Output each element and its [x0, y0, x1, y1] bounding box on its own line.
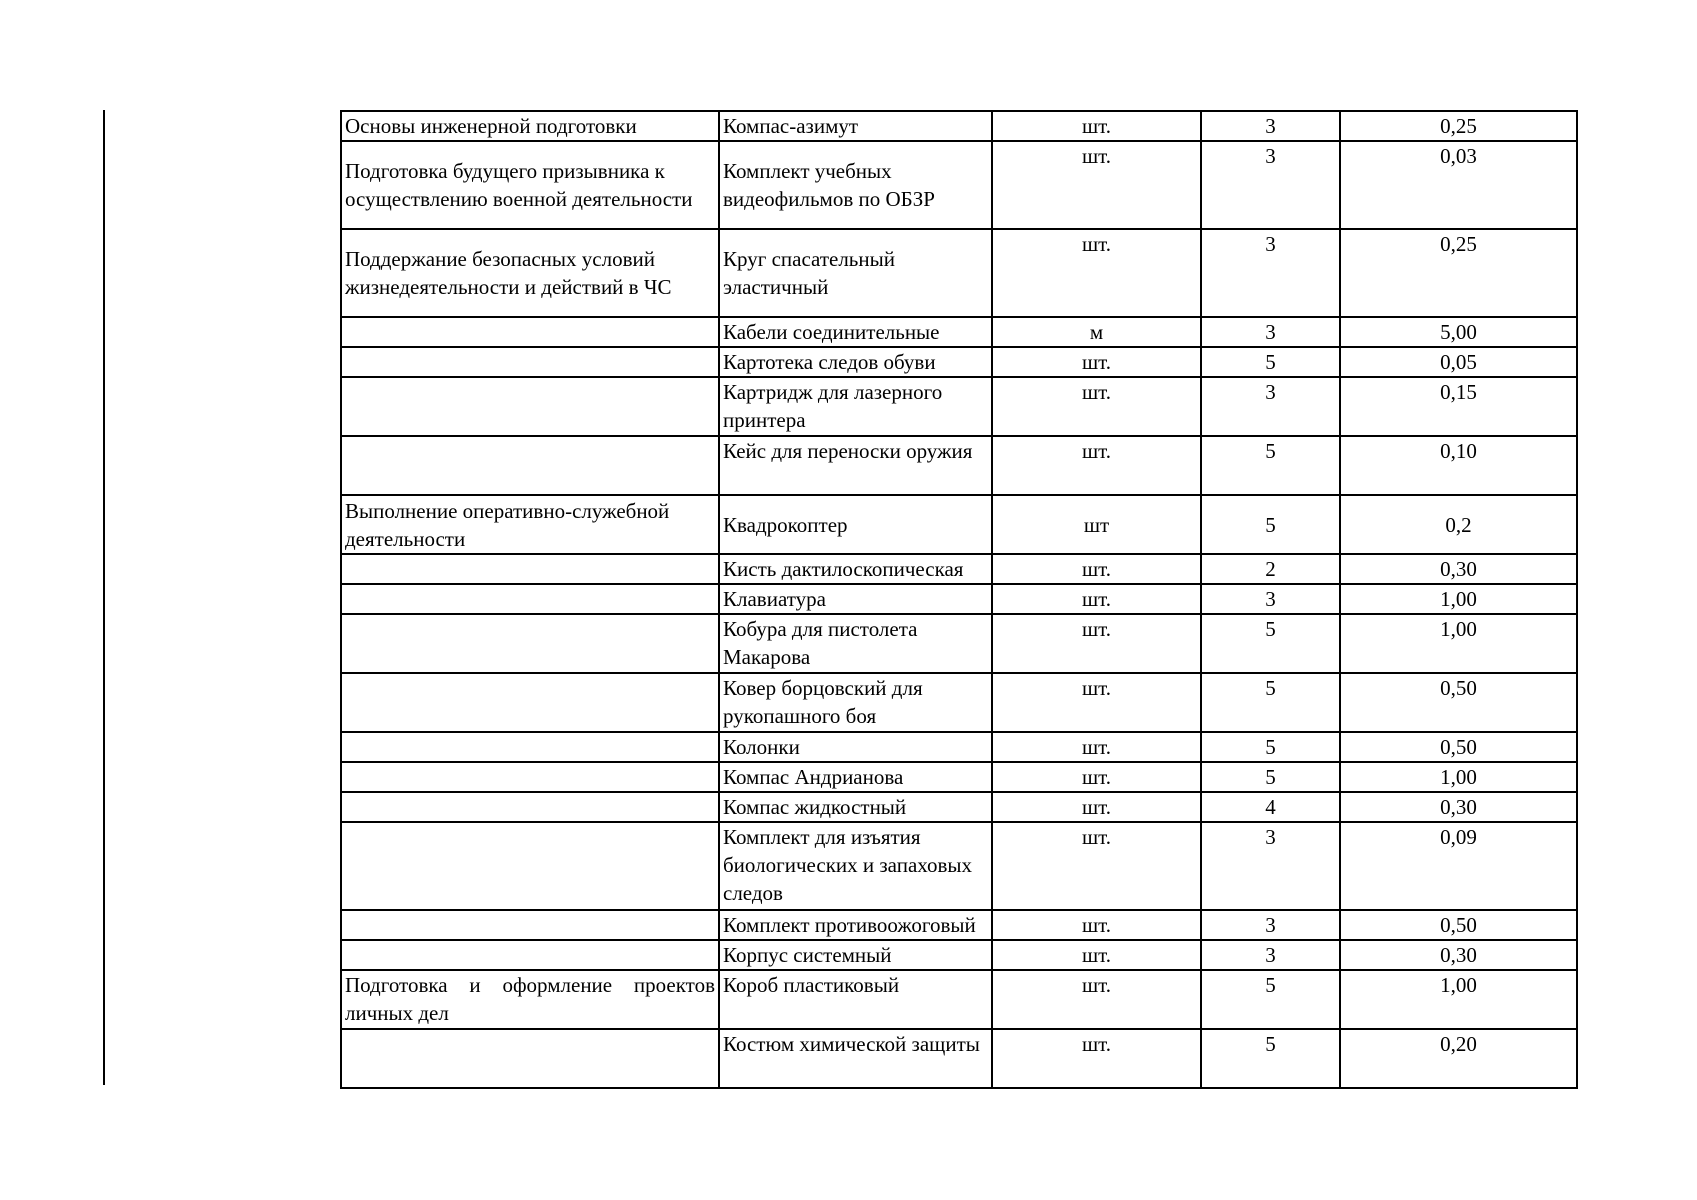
years-cell: 5: [1201, 347, 1340, 377]
years-cell: 5: [1201, 614, 1340, 673]
item-cell: Костюм химической защиты: [719, 1029, 992, 1088]
unit-cell: шт.: [992, 141, 1201, 229]
quantity-cell: 0,25: [1340, 229, 1577, 317]
inventory-table: [340, 110, 1578, 1089]
unit-cell: шт.: [992, 822, 1201, 910]
item-cell: Колонки: [719, 732, 992, 762]
item-cell: Компас-азимут: [719, 111, 992, 141]
unit-cell: шт.: [992, 732, 1201, 762]
unit-cell: шт.: [992, 111, 1201, 141]
table-row: [341, 317, 1577, 347]
years-cell: 5: [1201, 970, 1340, 1029]
years-cell: 3: [1201, 940, 1340, 970]
section-cell: [341, 910, 719, 940]
table-row: [341, 347, 1577, 377]
table-row: [341, 910, 1577, 940]
years-cell: 3: [1201, 910, 1340, 940]
unit-cell: шт.: [992, 614, 1201, 673]
quantity-cell: 0,09: [1340, 822, 1577, 910]
table-row: [341, 377, 1577, 436]
table-row: [341, 141, 1577, 229]
quantity-cell: 0,50: [1340, 732, 1577, 762]
table-row: [341, 970, 1577, 1029]
section-cell: [341, 762, 719, 792]
table-row: [341, 584, 1577, 614]
quantity-cell: 0,50: [1340, 910, 1577, 940]
section-cell: [341, 1029, 719, 1088]
years-cell: 4: [1201, 792, 1340, 822]
table-row: [341, 673, 1577, 732]
table-row: [341, 111, 1577, 141]
years-cell: 3: [1201, 377, 1340, 436]
unit-cell: шт.: [992, 673, 1201, 732]
item-cell: Комплект учебных видеофильмов по ОБЗР: [719, 141, 992, 229]
page-margin-line: [103, 110, 105, 1085]
years-cell: 5: [1201, 1029, 1340, 1088]
quantity-cell: 0,15: [1340, 377, 1577, 436]
table-row: [341, 732, 1577, 762]
item-cell: Картотека следов обуви: [719, 347, 992, 377]
section-cell: [341, 822, 719, 910]
item-cell: Кобура для пистолета Макарова: [719, 614, 992, 673]
section-cell: [341, 792, 719, 822]
table-row: [341, 495, 1577, 554]
section-cell: [341, 584, 719, 614]
unit-cell: шт.: [992, 910, 1201, 940]
unit-cell: шт.: [992, 1029, 1201, 1088]
quantity-cell: 0,20: [1340, 1029, 1577, 1088]
item-cell: Компас жидкостный: [719, 792, 992, 822]
unit-cell: шт.: [992, 762, 1201, 792]
item-cell: Короб пластиковый: [719, 970, 992, 1029]
years-cell: 5: [1201, 436, 1340, 495]
quantity-cell: 1,00: [1340, 970, 1577, 1029]
table-row: [341, 229, 1577, 317]
unit-cell: шт.: [992, 792, 1201, 822]
years-cell: 3: [1201, 584, 1340, 614]
unit-cell: шт: [992, 495, 1201, 554]
section-cell: [341, 377, 719, 436]
section-cell: Выполнение оперативно-служебной деятельности: [341, 495, 719, 554]
unit-cell: шт.: [992, 940, 1201, 970]
section-cell: [341, 554, 719, 584]
quantity-cell: 1,00: [1340, 762, 1577, 792]
quantity-cell: 0,2: [1340, 495, 1577, 554]
table-row: [341, 822, 1577, 910]
quantity-cell: 0,05: [1340, 347, 1577, 377]
item-cell: Кисть дактилоскопическая: [719, 554, 992, 584]
years-cell: 5: [1201, 732, 1340, 762]
years-cell: 3: [1201, 111, 1340, 141]
section-cell: [341, 436, 719, 495]
section-cell: [341, 614, 719, 673]
item-cell: Квадрокоптер: [719, 495, 992, 554]
item-cell: Комплект противоожоговый: [719, 910, 992, 940]
years-cell: 3: [1201, 141, 1340, 229]
unit-cell: шт.: [992, 584, 1201, 614]
item-cell: Клавиатура: [719, 584, 992, 614]
quantity-cell: 0,25: [1340, 111, 1577, 141]
quantity-cell: 0,03: [1340, 141, 1577, 229]
unit-cell: шт.: [992, 554, 1201, 584]
quantity-cell: 0,30: [1340, 554, 1577, 584]
years-cell: 5: [1201, 673, 1340, 732]
table-row: [341, 762, 1577, 792]
years-cell: 5: [1201, 495, 1340, 554]
years-cell: 3: [1201, 317, 1340, 347]
table-row: [341, 1029, 1577, 1088]
unit-cell: шт.: [992, 436, 1201, 495]
section-cell: Подготовка будущего призывника к осуществлению военной деятельности: [341, 141, 719, 229]
unit-cell: м: [992, 317, 1201, 347]
section-cell: Поддержание безопасных условий жизнедеятельности и действий в ЧС: [341, 229, 719, 317]
years-cell: 2: [1201, 554, 1340, 584]
unit-cell: шт.: [992, 377, 1201, 436]
quantity-cell: 1,00: [1340, 614, 1577, 673]
unit-cell: шт.: [992, 229, 1201, 317]
item-cell: Кейс для переноски оружия: [719, 436, 992, 495]
table-row: [341, 436, 1577, 495]
table-row: [341, 554, 1577, 584]
quantity-cell: 0,50: [1340, 673, 1577, 732]
table-row: [341, 614, 1577, 673]
section-cell: Основы инженерной подготовки: [341, 111, 719, 141]
table-row: [341, 792, 1577, 822]
section-cell: Подготовка и оформление проектов личных дел: [341, 970, 719, 1029]
section-cell: [341, 673, 719, 732]
quantity-cell: 0,10: [1340, 436, 1577, 495]
section-cell: [341, 347, 719, 377]
item-cell: Комплект для изъятия биологических и запаховых следов: [719, 822, 992, 910]
item-cell: Кабели соединительные: [719, 317, 992, 347]
quantity-cell: 5,00: [1340, 317, 1577, 347]
item-cell: Круг спасательный эластичный: [719, 229, 992, 317]
section-cell: [341, 317, 719, 347]
unit-cell: шт.: [992, 347, 1201, 377]
section-cell: [341, 732, 719, 762]
unit-cell: шт.: [992, 970, 1201, 1029]
item-cell: Картридж для лазерного принтера: [719, 377, 992, 436]
quantity-cell: 0,30: [1340, 940, 1577, 970]
item-cell: Ковер борцовский для рукопашного боя: [719, 673, 992, 732]
table-row: [341, 940, 1577, 970]
item-cell: Компас Андрианова: [719, 762, 992, 792]
years-cell: 3: [1201, 822, 1340, 910]
years-cell: 3: [1201, 229, 1340, 317]
years-cell: 5: [1201, 762, 1340, 792]
quantity-cell: 1,00: [1340, 584, 1577, 614]
item-cell: Корпус системный: [719, 940, 992, 970]
quantity-cell: 0,30: [1340, 792, 1577, 822]
section-cell: [341, 940, 719, 970]
